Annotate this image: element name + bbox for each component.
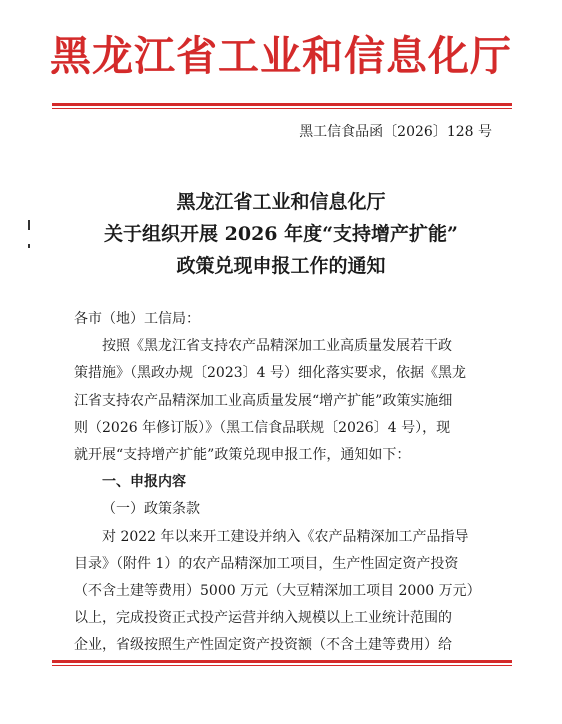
paragraph-line: 以上，完成投资正式投产运营并纳入规模以上工业统计范围的 bbox=[74, 610, 452, 627]
paragraph-line: （不含土建等费用）5000 万元（大豆精深加工项目 2000 万元） bbox=[74, 583, 481, 600]
footer-divider-thick bbox=[52, 660, 512, 663]
notice-title-line-3: 政策兑现申报工作的通知 bbox=[176, 255, 386, 277]
paragraph-line: 就开展“支持增产扩能”政策兑现申报工作，通知如下： bbox=[74, 447, 411, 464]
agency-header-title: 黑龙江省工业和信息化厅 bbox=[50, 32, 512, 80]
footer-divider bbox=[52, 660, 512, 666]
paragraph-line: 按照《黑龙江省支持农产品精深加工业高质量发展若干政 bbox=[102, 338, 452, 355]
header-divider-thin bbox=[52, 108, 512, 109]
notice-body bbox=[74, 306, 486, 660]
header-divider bbox=[52, 103, 512, 109]
paragraph-line: 企业，省级按照生产性固定资产投资额（不含土建等费用）给 bbox=[74, 637, 452, 654]
notice-title-line-1: 黑龙江省工业和信息化厅 bbox=[176, 191, 386, 213]
salutation: 各市（地）工信局： bbox=[74, 311, 200, 327]
section-heading: 一、申报内容 bbox=[102, 474, 186, 491]
paragraph-line: 江省支持农产品精深加工业高质量发展“增产扩能”政策实施细 bbox=[74, 392, 453, 409]
notice-title bbox=[0, 186, 562, 282]
footer-divider-thin bbox=[52, 665, 512, 666]
paragraph-line: 则（2026 年修订版）》（黑工信食品联规〔2026〕4 号），现 bbox=[74, 419, 451, 436]
notice-title-line-2: 关于组织开展 2026 年度“支持增产扩能” bbox=[104, 223, 458, 245]
margin-mark bbox=[28, 220, 30, 230]
paragraph-line: 对 2022 年以来开工建设并纳入《农产品精深加工产品指导 bbox=[102, 528, 469, 545]
paragraph-line: 策措施》（黑政办规〔2023〕4 号）细化落实要求，依据《黑龙 bbox=[74, 365, 466, 382]
paragraph-line: 目录》（附件 1）的农产品精深加工项目，生产性固定资产投资 bbox=[74, 555, 459, 572]
header-divider-thick bbox=[52, 103, 512, 106]
subsection-heading: （一）政策条款 bbox=[102, 501, 200, 518]
margin-mark bbox=[28, 244, 30, 248]
document-number: 黑工信食品函〔2026〕128 号 bbox=[299, 124, 492, 140]
